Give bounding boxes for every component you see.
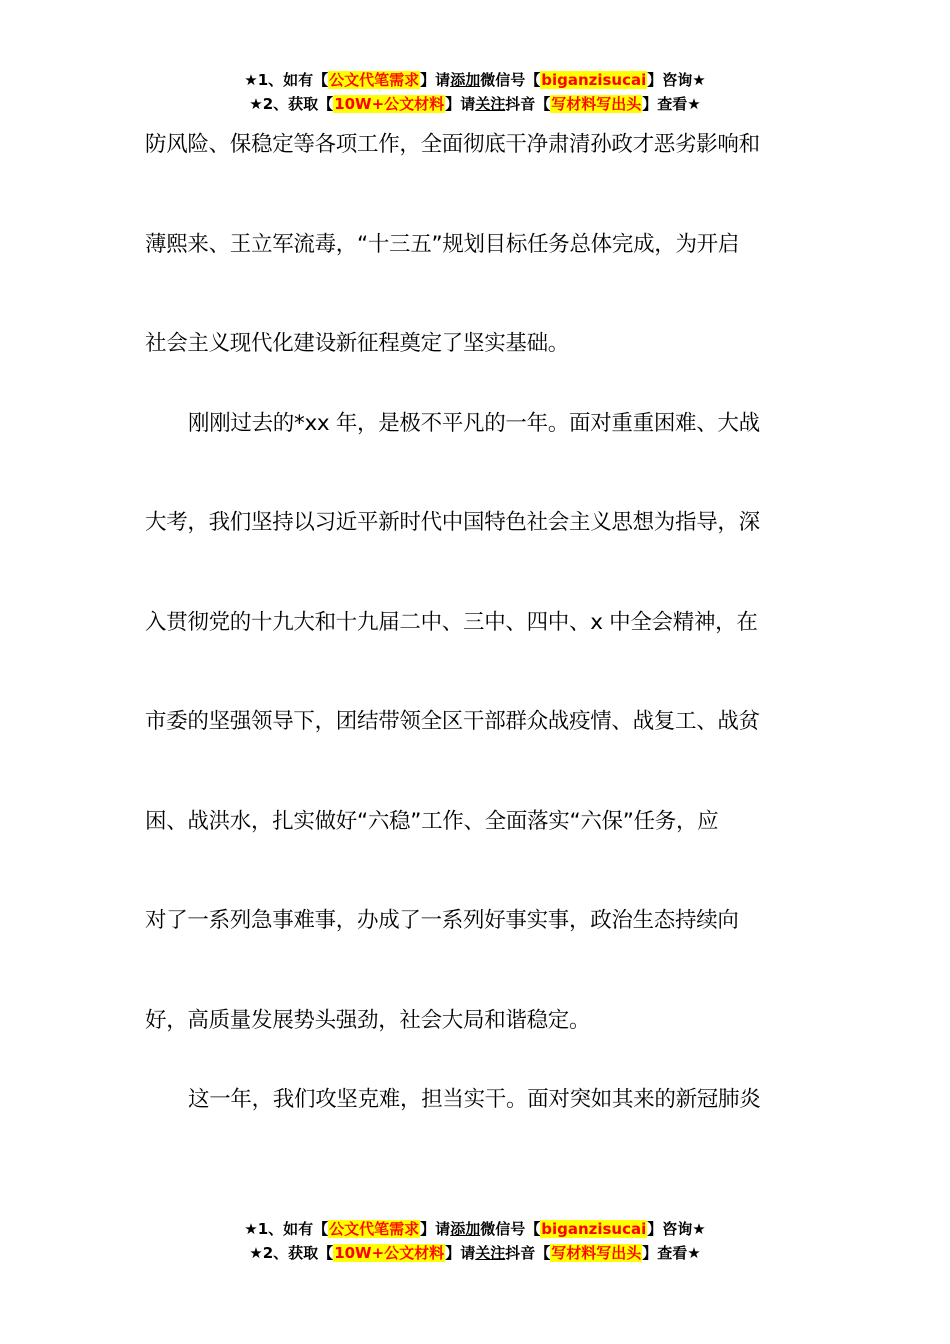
body-line-5: 大考，我们坚持以习近平新时代中国特色社会主义思想为指导，深 xyxy=(145,510,760,535)
body-line-4-paragraph-start: 刚刚过去的*xx 年，是极不平凡的一年。面对重重困难、大战 xyxy=(188,411,760,436)
footer-line-2-text-c: 抖音【 xyxy=(505,1244,551,1262)
header-line-2-text-a: ★2、获取【 xyxy=(249,95,334,113)
footer-line-1-text-b: 】请 xyxy=(420,1220,451,1238)
body-line-7: 市委的坚强领导下，团结带领全区干部群众战疫情、战复工、战贫 xyxy=(145,709,760,734)
header-line-1-text-d: 】咨询★ xyxy=(647,71,706,89)
header-line-2-highlight-douyin-account: 写材料写出头 xyxy=(551,95,642,113)
footer-banner xyxy=(0,1217,950,1265)
footer-line-1-text-c: 微信号【 xyxy=(480,1220,541,1238)
body-line-2: 薄熙来、王立军流毒，“十三五”规划目标任务总体完成，为开启 xyxy=(145,232,740,257)
header-line-1-highlight-wechat-id: biganzisucai xyxy=(541,71,647,89)
header-line-1-highlight-service: 公文代笔需求 xyxy=(329,71,420,89)
footer-line-2-highlight-douyin-account: 写材料写出头 xyxy=(551,1244,642,1262)
footer-line-2-text-a: ★2、获取【 xyxy=(249,1244,334,1262)
header-line-2 xyxy=(0,92,950,116)
footer-line-2-highlight-materials: 10W+公文材料 xyxy=(334,1244,445,1262)
header-line-1-underline-add: 添加 xyxy=(450,71,481,89)
body-line-8: 困、战洪水，扎实做好“六稳”工作、全面落实“六保”任务，应 xyxy=(145,809,719,834)
footer-line-1-text-a: ★1、如有【 xyxy=(244,1220,329,1238)
header-line-1 xyxy=(0,68,950,92)
header-line-1-text-b: 】请 xyxy=(420,71,451,89)
body-line-11-paragraph-start: 这一年，我们攻坚克难，担当实干。面对突如其来的新冠肺炎 xyxy=(188,1087,761,1112)
footer-line-1-underline-add: 添加 xyxy=(450,1220,481,1238)
header-line-2-text-b: 】请 xyxy=(445,95,476,113)
footer-line-1-highlight-service: 公文代笔需求 xyxy=(329,1220,420,1238)
footer-line-2-text-b: 】请 xyxy=(445,1244,476,1262)
header-line-1-text-c: 微信号【 xyxy=(480,71,541,89)
footer-line-2-text-d: 】查看★ xyxy=(642,1244,701,1262)
body-line-6: 入贯彻党的十九大和十九届二中、三中、四中、x 中全会精神，在 xyxy=(145,610,758,635)
header-line-2-highlight-materials: 10W+公文材料 xyxy=(334,95,445,113)
footer-line-2 xyxy=(0,1241,950,1265)
header-line-1-text-a: ★1、如有【 xyxy=(244,71,329,89)
header-line-2-text-d: 】查看★ xyxy=(642,95,701,113)
body-line-10: 好，高质量发展势头强劲，社会大局和谐稳定。 xyxy=(145,1008,591,1033)
header-line-2-text-c: 抖音【 xyxy=(505,95,551,113)
body-line-1: 防风险、保稳定等各项工作，全面彻底干净肃清孙政才恶劣影响和 xyxy=(145,132,760,157)
body-line-3: 社会主义现代化建设新征程奠定了坚实基础。 xyxy=(145,331,570,356)
header-banner xyxy=(0,68,950,116)
footer-line-1-highlight-wechat-id: biganzisucai xyxy=(541,1220,647,1238)
footer-line-1 xyxy=(0,1217,950,1241)
footer-line-2-underline-follow: 关注 xyxy=(475,1244,506,1262)
body-line-9: 对了一系列急事难事，办成了一系列好事实事，政治生态持续向 xyxy=(145,908,739,933)
header-line-2-underline-follow: 关注 xyxy=(475,95,506,113)
footer-line-1-text-d: 】咨询★ xyxy=(647,1220,706,1238)
